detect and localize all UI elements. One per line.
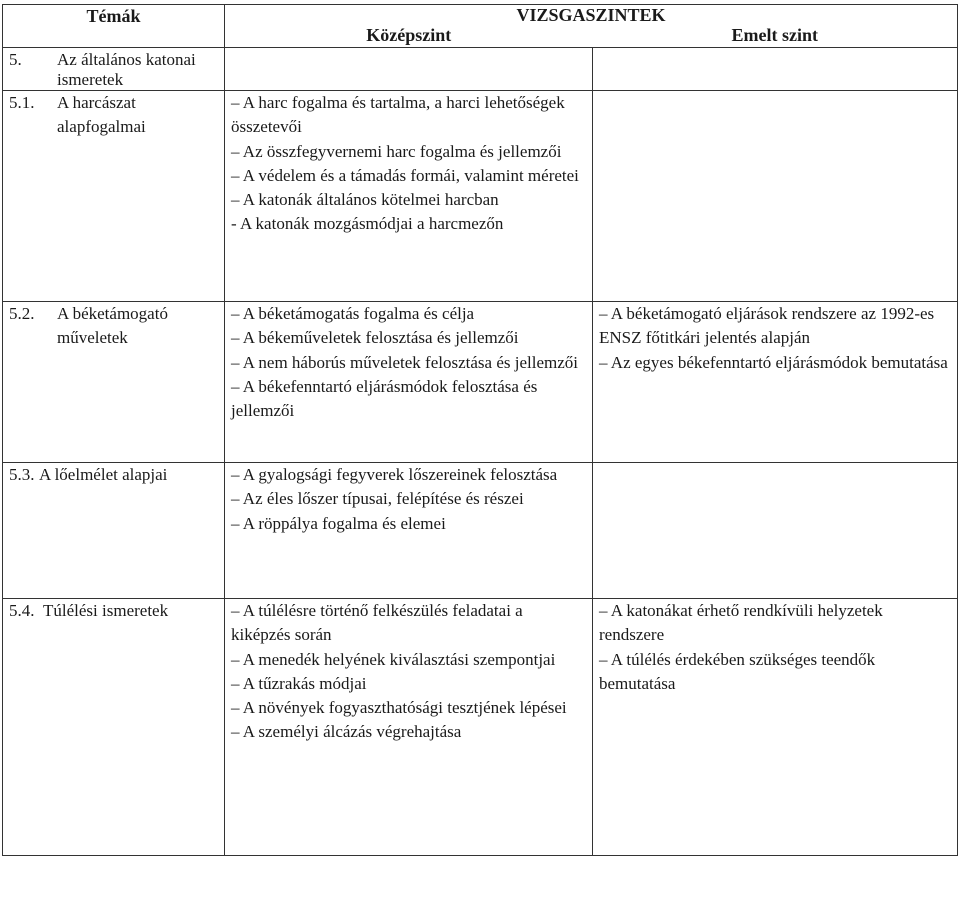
mid-level-item: – A katonák általános kötelmei harcban (231, 190, 499, 210)
mid-level-item: – Az éles lőszer típusai, felépítése és részei (231, 489, 524, 509)
adv-level-cell (593, 463, 958, 599)
header-topics: Témák (3, 5, 225, 48)
topic-title: Túlélési ismeretek (43, 601, 169, 620)
mid-level-cell (225, 91, 593, 302)
topic-row (3, 91, 958, 302)
header-exam-levels: VIZSGASZINTEK (225, 5, 958, 26)
mid-level-item: – A növények fogyaszthatósági tesztjének lépései (231, 698, 567, 718)
mid-level-cell (225, 599, 593, 856)
topic-number: 5.1. (9, 93, 35, 112)
adv-level-item: – A katonákat érhető rendkívüli helyzetek rendszere (599, 601, 883, 645)
adv-level-cell (593, 91, 958, 302)
mid-level-item: – Az összfegyvernemi harc fogalma és jellemzői (231, 141, 562, 161)
topic-cell (3, 91, 225, 302)
header-adv-level: Emelt szint (593, 25, 958, 48)
adv-level-cell (593, 302, 958, 463)
mid-level-item: - A katonák mozgásmódjai a harcmezőn (231, 214, 504, 234)
mid-level-item: – A túlélésre történő felkészülés feladatai a kiképzés során (231, 601, 523, 645)
section-title: Az általános katonai ismeretek (57, 50, 196, 89)
topic-cell (3, 599, 225, 856)
topic-title: A lőelmélet alapjai (39, 465, 168, 484)
topic-row (3, 599, 958, 856)
mid-level-item: – A nem háborús műveletek felosztása és jellemzői (231, 352, 578, 372)
section-topic (3, 48, 225, 91)
exam-levels-table (2, 4, 958, 856)
adv-level-item: – A béketámogató eljárások rendszere az 1992-es ENSZ főtitkári jelentés alapján (599, 304, 935, 348)
topic-number: 5.4. (9, 601, 35, 620)
adv-level-cell (593, 599, 958, 856)
adv-level-item: – Az egyes békefenntartó eljárásmódok bemutatása (599, 352, 948, 372)
mid-level-item: – A röppálya fogalma és elemei (231, 513, 446, 533)
topic-cell (3, 463, 225, 599)
topic-row (3, 463, 958, 599)
topic-cell (3, 302, 225, 463)
mid-level-item: – A béketámogatás fogalma és célja (231, 304, 475, 323)
mid-level-cell (225, 463, 593, 599)
mid-level-item: – A harc fogalma és tartalma, a harci lehetőségek összetevői (231, 93, 565, 137)
topic-number: 5.2. (9, 304, 35, 323)
topic-number: 5.3. (9, 465, 35, 484)
topic-row (3, 302, 958, 463)
mid-level-item: – A menedék helyének kiválasztási szempontjai (231, 649, 556, 669)
mid-level-item: – A békeműveletek felosztása és jellemzői (231, 328, 519, 348)
mid-level-cell (225, 302, 593, 463)
mid-level-item: – A tűzrakás módjai (231, 673, 367, 693)
adv-level-item: – A túlélés érdekében szükséges teendők bemutatása (599, 649, 876, 693)
mid-level-item: – A védelem és a támadás formái, valamint méretei (231, 165, 579, 185)
section-row (3, 48, 958, 91)
mid-level-item: – A békefenntartó eljárásmódok felosztása és jellemzői (231, 376, 538, 421)
topic-title: A béketámogató műveletek (57, 304, 168, 348)
section-adv-cell (593, 48, 958, 91)
header-mid-level: Középszint (225, 25, 593, 48)
section-number: 5. (9, 50, 22, 69)
mid-level-item: – A gyalogsági fegyverek lőszereinek felosztása (231, 465, 558, 484)
section-mid-cell (225, 48, 593, 91)
topic-title: A harcászat alapfogalmai (57, 93, 146, 137)
mid-level-item: – A személyi álcázás végrehajtása (231, 722, 462, 742)
